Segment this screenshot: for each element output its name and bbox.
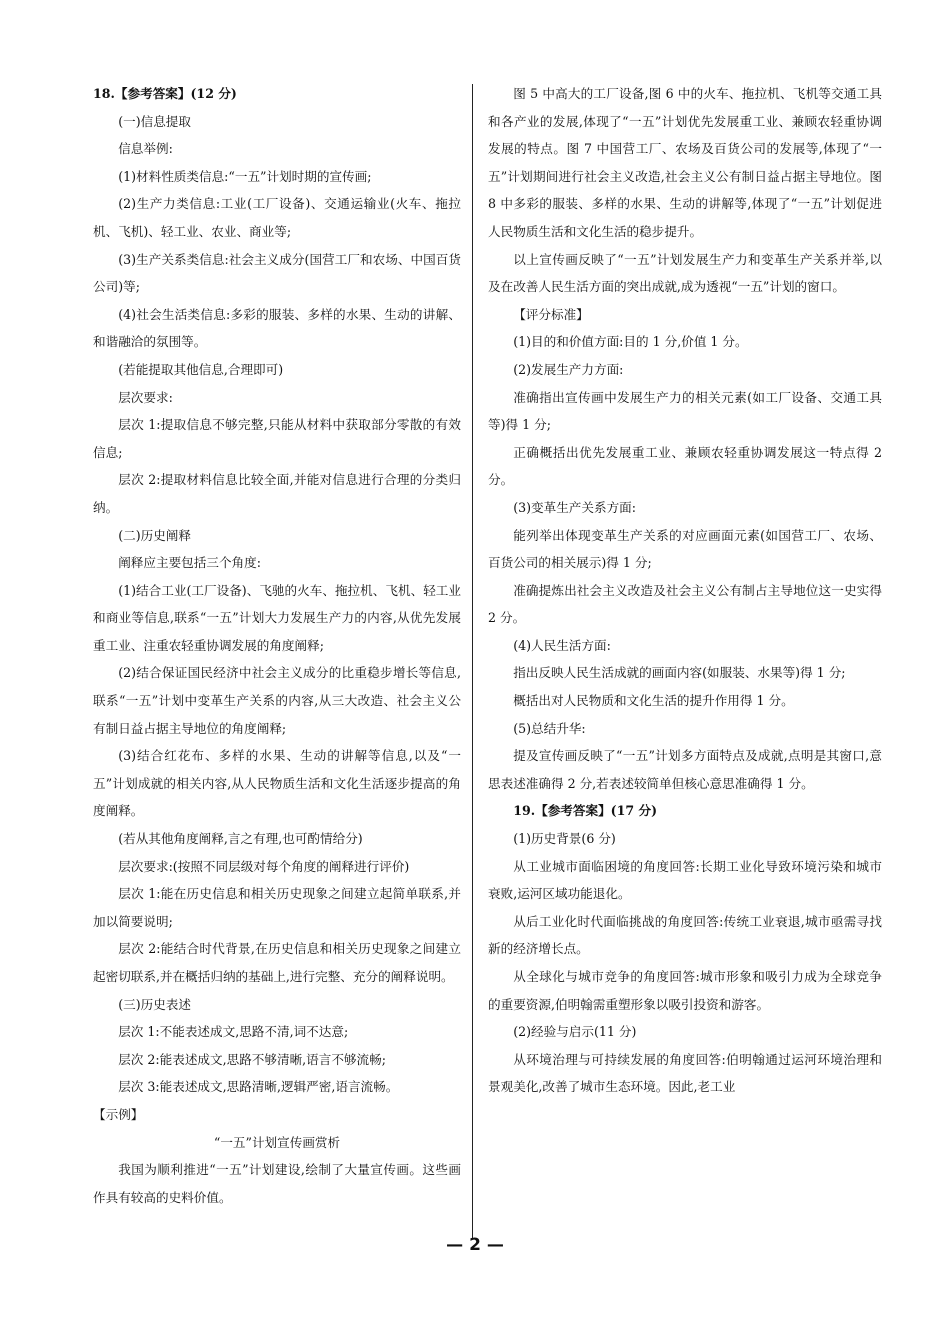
paragraph: 正确概括出优先发展重工业、兼顾农轻重协调发展这一特点得 2 分。 bbox=[488, 444, 882, 488]
paragraph: (二)历史阐释 bbox=[118, 527, 191, 543]
paragraph: 层次要求:(按照不同层级对每个角度的阐释进行评价) bbox=[118, 858, 410, 874]
paragraph: 能列举出体现变革生产关系的对应画面元素(如国营工厂、农场、百货公司的相关展示)得 1 分; bbox=[488, 527, 882, 571]
paragraph: (三)历史表述 bbox=[118, 996, 191, 1012]
paragraph: (1)材料性质类信息:“一五”计划时期的宣传画; bbox=[118, 168, 372, 184]
paragraph: (若从其他角度阐释,言之有理,也可酌情给分) bbox=[118, 831, 363, 847]
paragraph: (2)生产力类信息:工业(工厂设备)、交通运输业(火车、拖拉机、飞机)、轻工业、农业、商业等; bbox=[93, 196, 461, 239]
paragraph: 阐释应主要包括三个角度: bbox=[118, 555, 261, 571]
paragraph: 层次 2:能表述成文,思路不够清晰,语言不够流畅; bbox=[118, 1051, 386, 1067]
left-column bbox=[93, 80, 461, 1211]
paragraph: (1)结合工业(工厂设备)、飞驰的火车、拖拉机、飞机、轻工业和商业等信息,联系“一五”计划大力发展生产力的内容,从优先发展重工业、注重农轻重协调发展的角度阐释; bbox=[93, 582, 461, 653]
paragraph: 18.【参考答案】(12 分) bbox=[93, 86, 237, 101]
paragraph: 层次要求: bbox=[118, 389, 173, 405]
paragraph: 从工业城市面临困境的角度回答:长期工业化导致环境污染和城市衰败,运河区域功能退化。 bbox=[488, 858, 882, 902]
paragraph: (1)历史背景(6 分) bbox=[513, 831, 616, 847]
page-number: — 2 — bbox=[446, 1235, 504, 1255]
paragraph: 层次 2:提取材料信息比较全面,并能对信息进行合理的分类归纳。 bbox=[93, 472, 461, 515]
paragraph: 指出反映人民生活成就的画面内容(如服装、水果等)得 1 分; bbox=[513, 665, 846, 681]
paragraph: 准确提炼出社会主义改造及社会主义公有制占主导地位这一史实得 2 分。 bbox=[488, 582, 882, 626]
paragraph: 提及宣传画反映了“一五”计划多方面特点及成就,点明是其窗口,意思表述准确得 2 分,若表述较简单但核心意思准确得 1 分。 bbox=[488, 748, 882, 791]
paragraph: 层次 2:能结合时代背景,在历史信息和相关历史现象之间建立起密切联系,并在概括归纳的基础上,进行完整、充分的阐释说明。 bbox=[93, 941, 461, 984]
paragraph: 图 5 中高大的工厂设备,图 6 中的火车、拖拉机、飞机等交通工具和各产业的发展,体现了“一五”计划优先发展重工业、兼顾农轻重协调发展的特点。图 7 中国营工厂、农场及百货公司的发展等,体现了“一五”计划期间进行社会主义改造,社会主义公有制日益占据主导地位。图 8 中多彩的服装、多样的水果、生动的讲解等,体现了“一五”计划促进人民物质生活和文化生活的稳步提升。 bbox=[488, 86, 882, 239]
right-column bbox=[488, 80, 882, 1101]
paragraph: 概括出对人民物质和文化生活的提升作用得 1 分。 bbox=[513, 693, 794, 709]
column-divider bbox=[472, 84, 473, 1239]
paragraph: 以上宣传画反映了“一五”计划发展生产力和变革生产关系并举,以及在改善人民生活方面的突出成就,成为透视“一五”计划的窗口。 bbox=[488, 251, 882, 295]
paragraph: 【示例】 bbox=[93, 1106, 144, 1122]
paragraph: (1)目的和价值方面:目的 1 分,价值 1 分。 bbox=[513, 334, 748, 350]
paragraph: 准确指出宣传画中发展生产力的相关元素(如工厂设备、交通工具等)得 1 分; bbox=[488, 389, 882, 433]
paragraph: (4)社会生活类信息:多彩的服装、多样的水果、生动的讲解、和谐融洽的氛围等。 bbox=[93, 306, 461, 350]
paragraph: 信息举例: bbox=[118, 141, 173, 157]
paragraph: 我国为顺利推进“一五”计划建设,绘制了大量宣传画。这些画作具有较高的史料价值。 bbox=[93, 1162, 461, 1205]
paragraph: (5)总结升华: bbox=[513, 720, 586, 736]
paragraph: 层次 3:能表述成文,思路清晰,逻辑严密,语言流畅。 bbox=[118, 1079, 399, 1095]
paragraph: (4)人民生活方面: bbox=[513, 637, 611, 653]
paragraph: 【评分标准】 bbox=[513, 306, 589, 322]
paragraph: 层次 1:能在历史信息和相关历史现象之间建立起简单联系,并加以简要说明; bbox=[93, 886, 461, 929]
paragraph: (2)发展生产力方面: bbox=[513, 361, 624, 377]
paragraph: 从后工业化时代面临挑战的角度回答:传统工业衰退,城市亟需寻找新的经济增长点。 bbox=[488, 913, 882, 957]
paragraph: 19.【参考答案】(17 分) bbox=[513, 803, 658, 819]
paragraph: (3)结合红花布、多样的水果、生动的讲解等信息,以及“一五”计划成就的相关内容,从人民物质生活和文化生活逐步提高的角度阐释。 bbox=[93, 748, 461, 819]
paragraph: (2)结合保证国民经济中社会主义成分的比重稳步增长等信息,联系“一五”计划中变革生产关系的内容,从三大改造、社会主义公有制日益占据主导地位的角度阐释; bbox=[93, 665, 461, 736]
paragraph: “一五”计划宣传画赏析 bbox=[213, 1134, 341, 1150]
paragraph: (3)变革生产关系方面: bbox=[513, 499, 637, 515]
paragraph: 层次 1:提取信息不够完整,只能从材料中获取部分零散的有效信息; bbox=[93, 417, 461, 460]
paragraph: (2)经验与启示(11 分) bbox=[513, 1024, 637, 1040]
paragraph: (3)生产关系类信息:社会主义成分(国营工厂和农场、中国百货公司)等; bbox=[93, 251, 461, 295]
paragraph: 层次 1:不能表述成文,思路不清,词不达意; bbox=[118, 1024, 349, 1040]
paragraph: (若能提取其他信息,合理即可) bbox=[118, 361, 284, 377]
paragraph: (一)信息提取 bbox=[118, 113, 191, 129]
paragraph: 从全球化与城市竞争的角度回答:城市形象和吸引力成为全球竞争的重要资源,伯明翰需重塑形象以吸引投资和游客。 bbox=[488, 969, 882, 1012]
paragraph: 从环境治理与可持续发展的角度回答:伯明翰通过运河环境治理和景观美化,改善了城市生态环境。因此,老工业 bbox=[488, 1051, 882, 1095]
